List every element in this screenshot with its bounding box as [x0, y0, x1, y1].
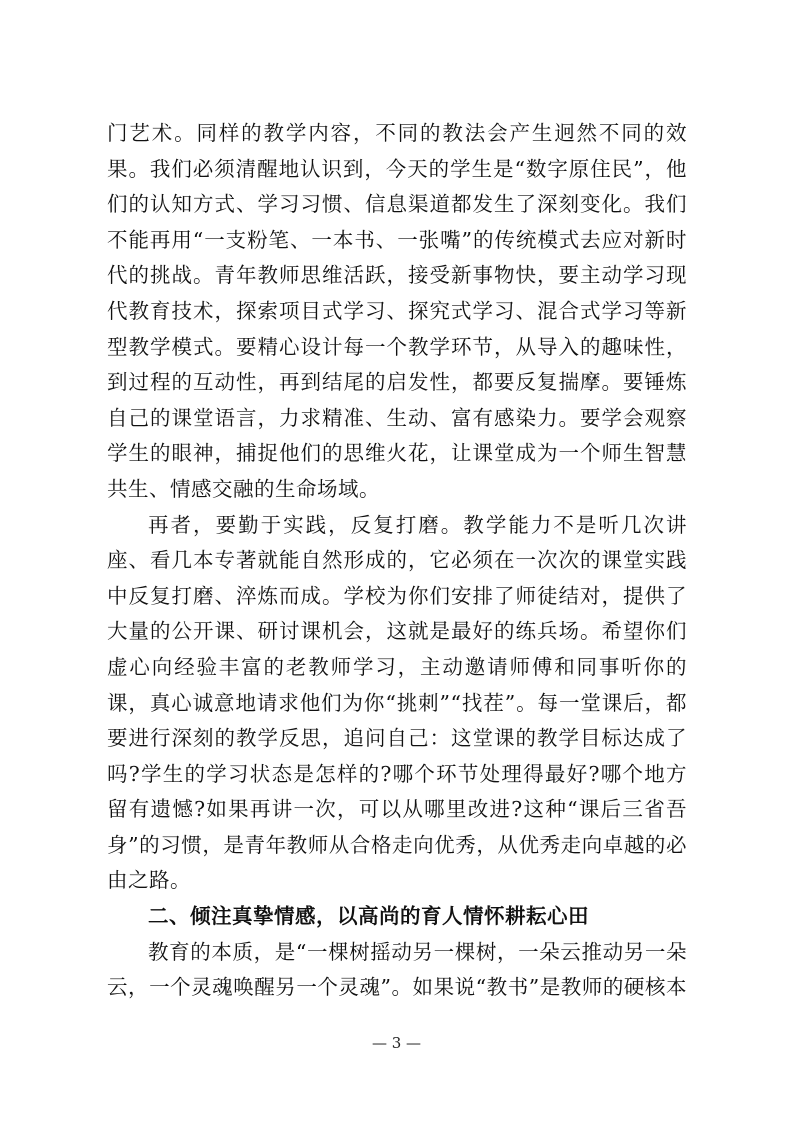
- page-number: — 3 —: [371, 1034, 422, 1052]
- section-heading: 二、倾注真挚情感，以高尚的育人情怀耕耘心田: [148, 904, 589, 929]
- document-body: [107, 116, 687, 1006]
- paragraph-teaching-methods: 门艺术。同样的教学内容，不同的教法会产生迥然不同的效果。我们必须清醒地认识到，今天的学生是“数字原住民”，他们的认知方式、学习习惯、信息渠道都发生了深刻变化。我们不能再用“一支粉笔、一本书、一张嘴”的传统模式去应对新时代的挑战。青年教师思维活跃，接受新事物快，要主动学习现代教育技术，探索项目式学习、探究式学习、混合式学习等新型教学模式。要精心设计每一个教学环节，从导入的趣味性，到过程的互动性，再到结尾的启发性，都要反复揣摩。要锤炼自己的课堂语言，力求精准、生动、富有感染力。要学会观察学生的眼神，捕捉他们的思维火花，让课堂成为一个师生智慧共生、情感交融的生命场域。: [107, 121, 687, 501]
- paragraph-education-essence: 教育的本质，是“一棵树摇动另一棵树，一朵云推动另一朵云，一个灵魂唤醒另一个灵魂”。如果说“教书”是教师的硬核本: [107, 939, 687, 1000]
- paragraph-practice: 再者，要勤于实践，反复打磨。教学能力不是听几次讲座、看几本专著就能自然形成的，它必须在一次次的课堂实践中反复打磨、淬炼而成。学校为你们安排了师徒结对，提供了大量的公开课、研讨课机会，这就是最好的练兵场。希望你们虚心向经验丰富的老教师学习，主动邀请师傅和同事听你的课，真心诚意地请求他们为你“挑刺”“找茬”。每一堂课后，都要进行深刻的教学反思，追问自己：这堂课的教学目标达成了吗?学生的学习状态是怎样的?哪个环节处理得最好?哪个地方留有遗憾?如果再讲一次，可以从哪里改进?这种“课后三省吾身”的习惯，是青年教师从合格走向优秀，从优秀走向卓越的必由之路。: [107, 512, 687, 893]
